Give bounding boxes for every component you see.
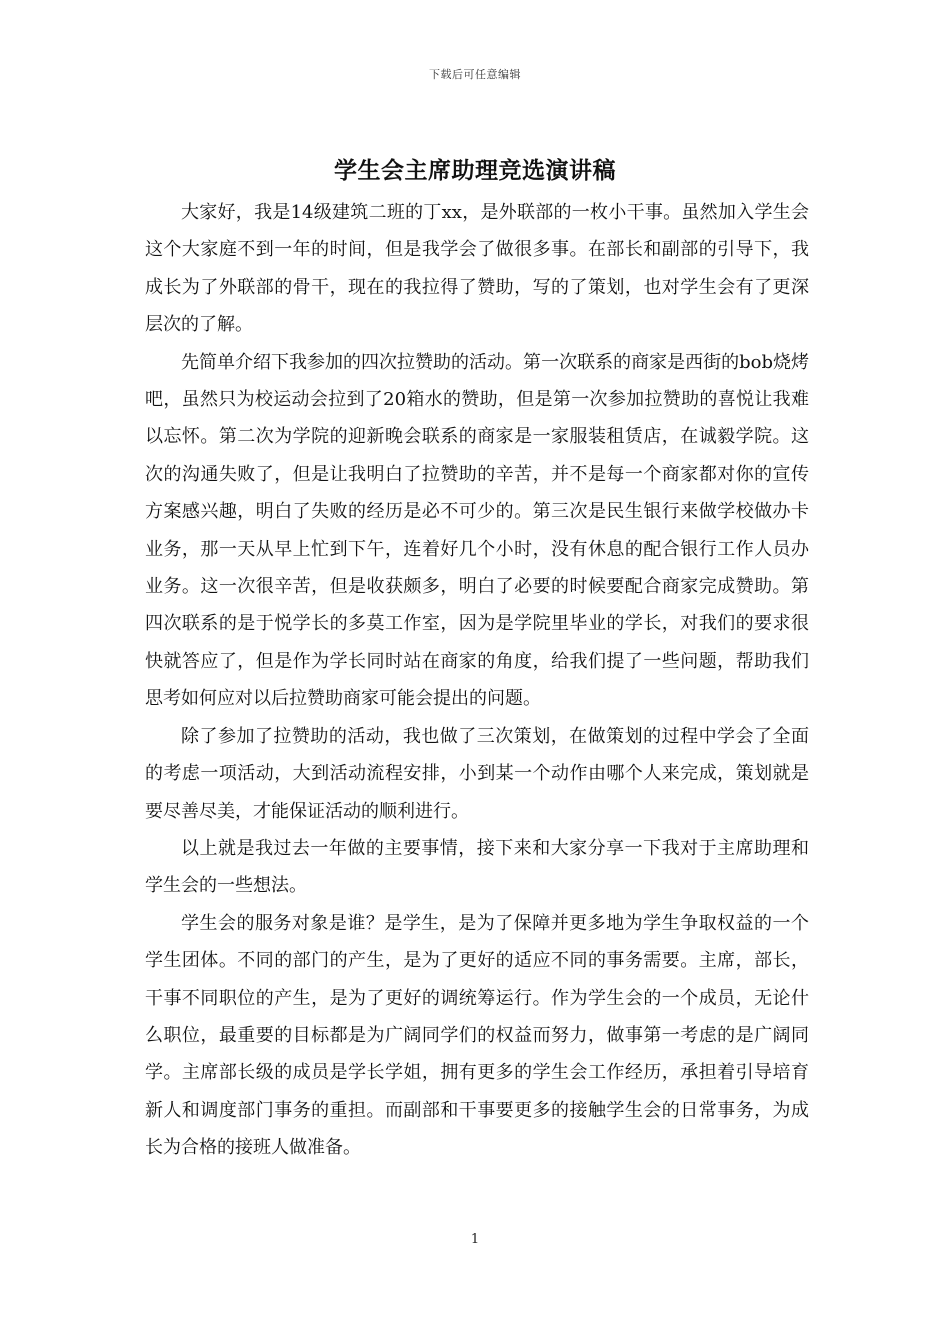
paragraph-sponsorship: 先简单介绍下我参加的四次拉赞助的活动。第一次联系的商家是西街的bob烧烤吧，虽然只为校运动会拉到了20箱水的赞助，但是第一次参加拉赞助的喜悦让我难以忘怀。第二次为学院的迎新晚会联系的商家是一家服装租赁店，在诚毅学院。这次的沟通失败了，但是让我明白了拉赞助的辛苦，并不是每一个商家都对你的宣传方案感兴趣，明白了失败的经历是必不可少的。第三次是民生银行来做学校做办卡业务，那一天从早上忙到下午，连着好几个小时，没有休息的配合银行工作人员办业务。这一次很辛苦，但是收获颇多，明白了必要的时候要配合商家完成赞助。第四次联系的是于悦学长的多莫工作室，因为是学院里毕业的学长，对我们的要求很快就答应了，但是作为学长同时站在商家的角度，给我们提了一些问题，帮助我们思考如何应对以后拉赞助商家可能会提出的问题。: [145, 351, 809, 710]
page-number: 1: [470, 1232, 480, 1247]
paragraph-intro: 大家好，我是14级建筑二班的丁xx，是外联部的一枚小干事。虽然加入学生会这个大家庭不到一年的时间，但是我学会了做很多事。在部长和副部的引导下，我成长为了外联部的骨干，现在的我拉得了赞助，写的了策划，也对学生会有了更深层次的了解。: [145, 202, 809, 336]
paragraph-planning: 除了参加了拉赞助的活动，我也做了三次策划，在做策划的过程中学会了全面的考虑一项活动，大到活动流程安排，小到某一个动作由哪个人来完成，策划就是要尽善尽美，才能保证活动的顺利进行。: [145, 725, 809, 822]
document-body: [145, 194, 809, 1167]
paragraph-student-union: 学生会的服务对象是谁？是学生，是为了保障并更多地为学生争取权益的一个学生团体。不同的部门的产生，是为了更好的适应不同的事务需要。主席，部长，干事不同职位的产生，是为了更好的调统筹运行。作为学生会的一个成员，无论什么职位，最重要的目标都是为广阔同学们的权益而努力，做事第一考虑的是广阔同学。主席部长级的成员是学长学姐，拥有更多的学生会工作经历，承担着引导培育新人和调度部门事务的重担。而副部和干事要更多的接触学生会的日常事务，为成长为合格的接班人做准备。: [145, 912, 809, 1159]
paragraph-transition: 以上就是我过去一年做的主要事情，接下来和大家分享一下我对于主席助理和学生会的一些想法。: [145, 837, 809, 897]
header-note: 下载后可任意编辑: [429, 68, 521, 81]
page-title: 学生会主席助理竞选演讲稿: [334, 158, 616, 184]
